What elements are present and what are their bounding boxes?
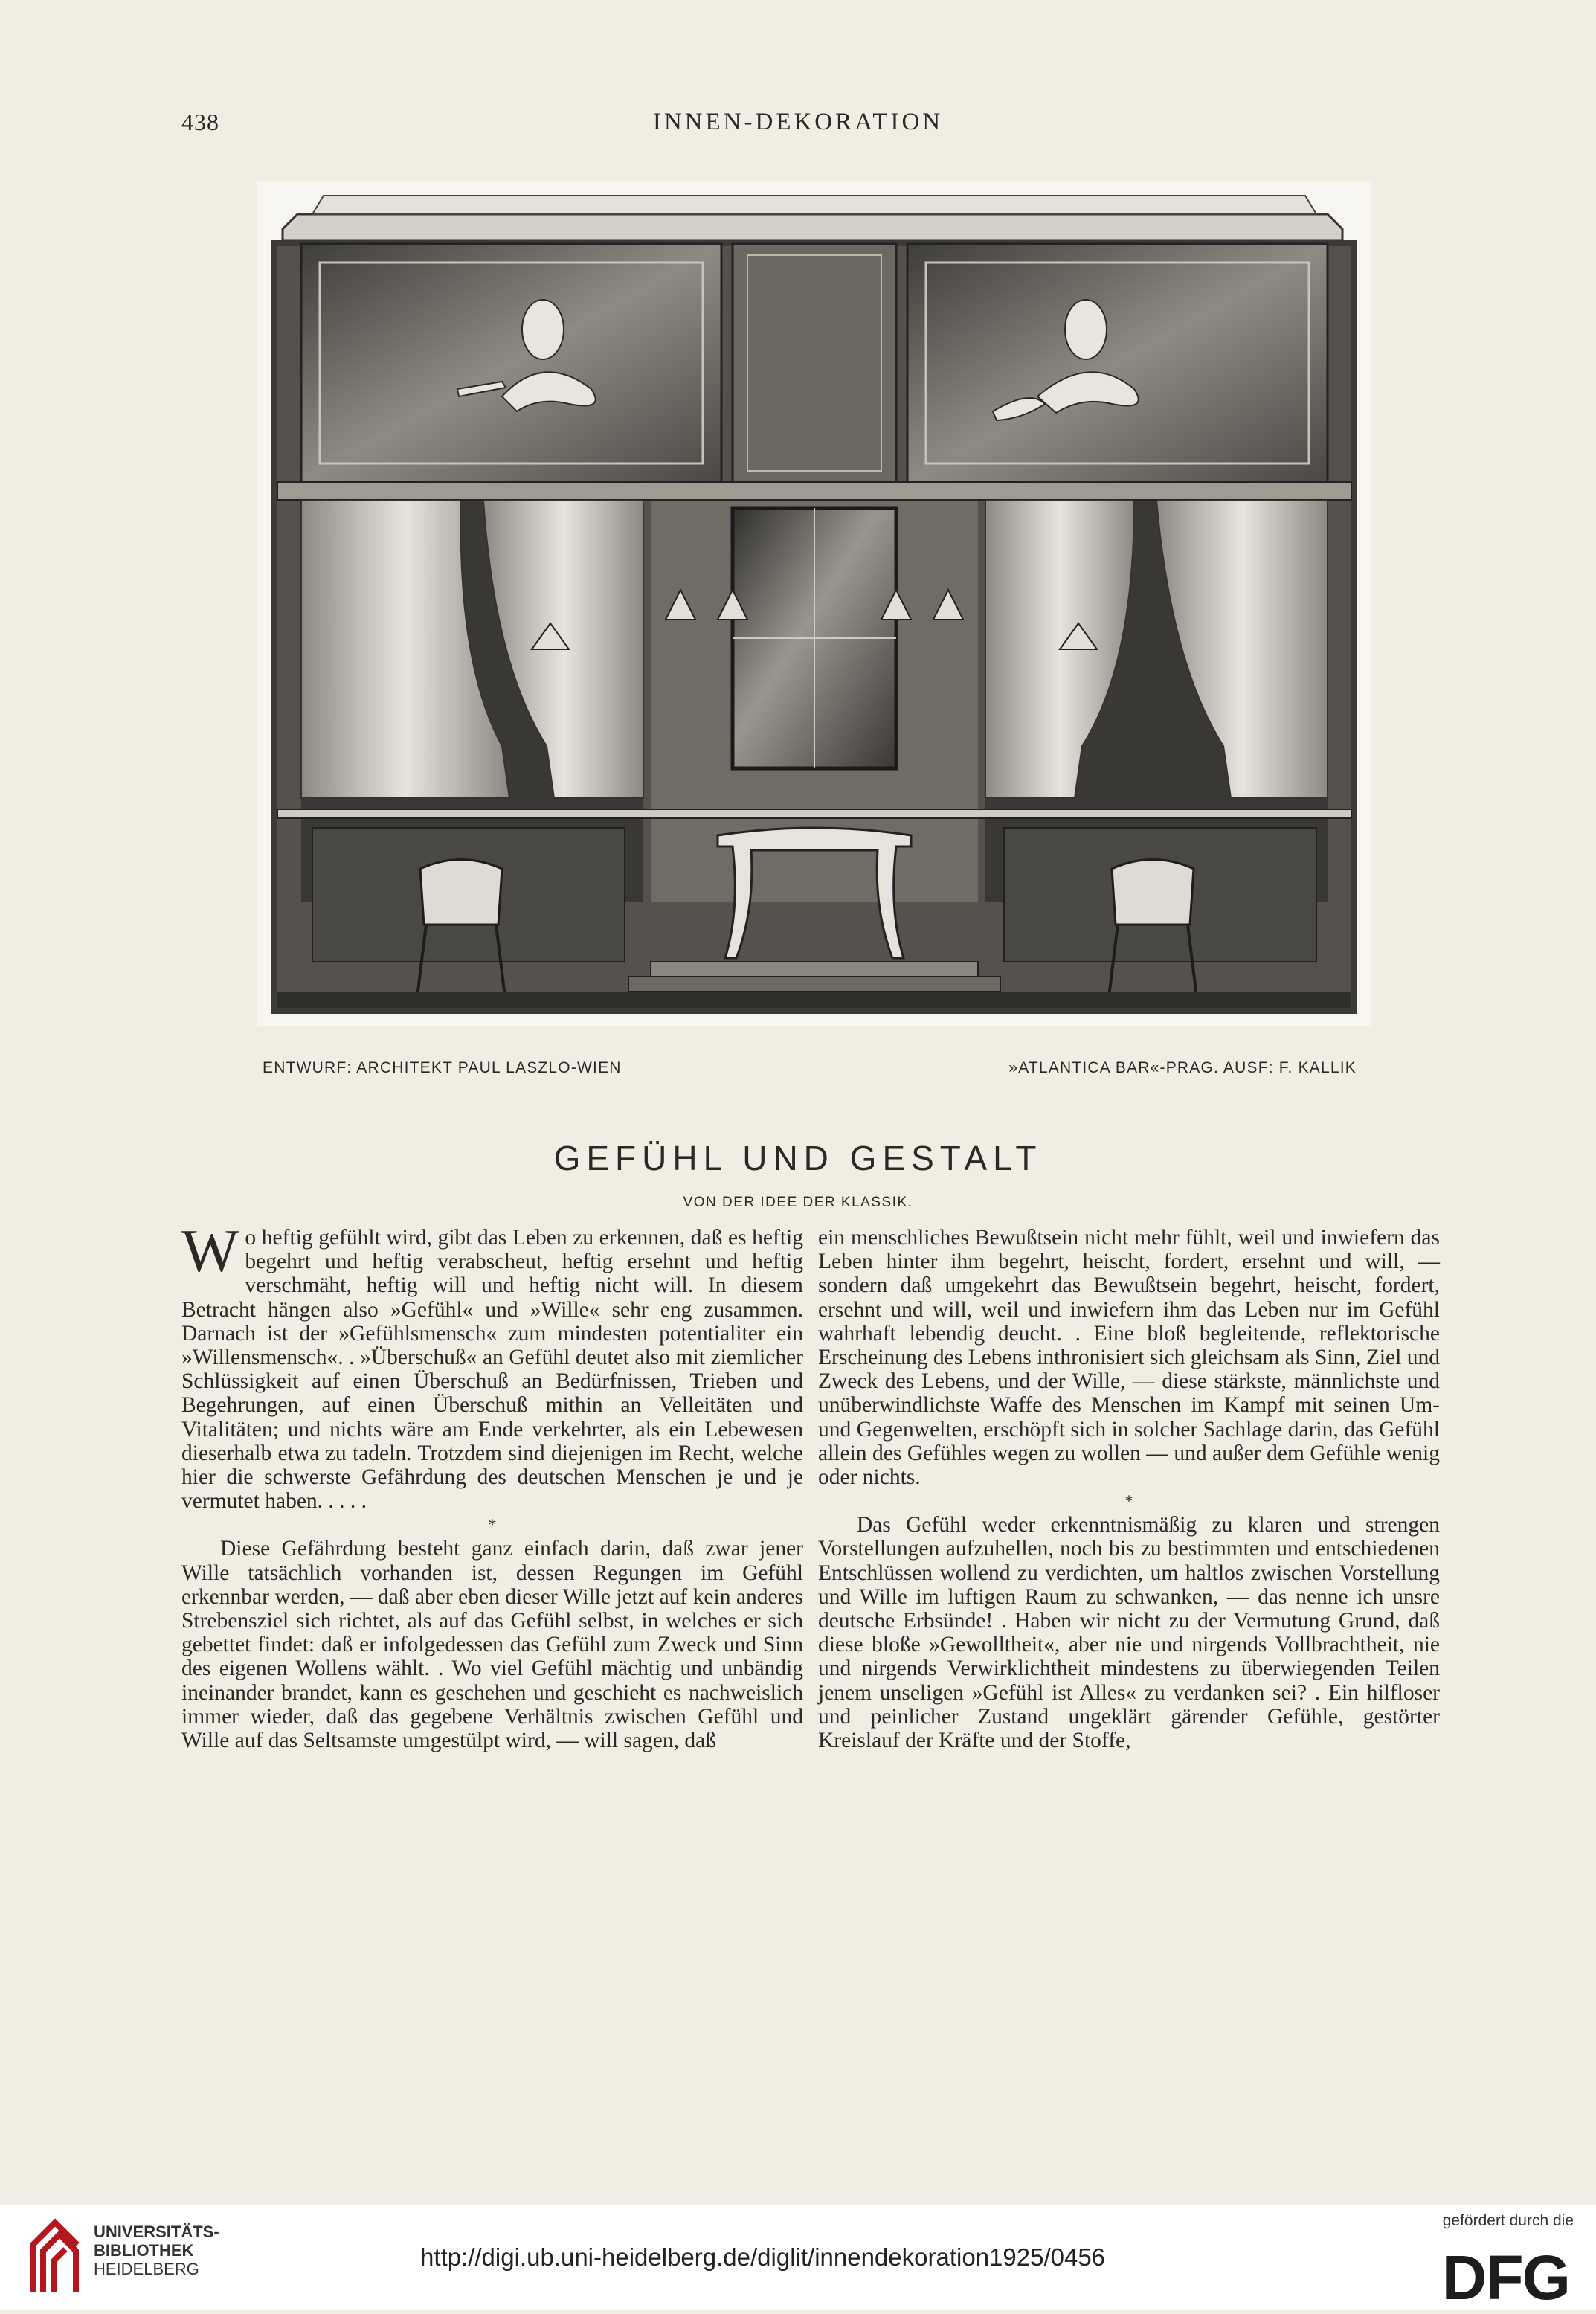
funder-text: gefördert durch die [1442,2212,1574,2229]
section-star: * [488,1515,497,1534]
paragraph [181,1217,803,1514]
running-title: INNEN-DEKORATION [652,109,944,135]
library-name-line: HEIDELBERG [94,2260,199,2278]
paragraph: Das Gefühl weder erkenntnismäßig zu klaren und strengen Vorstellungen aufzuhellen, noch bis zu bestimmten und entschiedenen Entschlüssen wollend zu verdichten, um haltlos zwischen Vorstellung und Wille im luftigen Raum zu schwanken, — das nenne ich unsre deutsche Erbsünde! . Haben wir nicht zu der Vermutung Grund, daß diese bloße »Gewolltheit«, aber nie und nirgends Vollbrachtheit, nie und nirgends Verwirklichtheit mindestens zu überwiegenden Teilen jenem unseligen »Gefühl ist Alles« zu verdanken sei? . Ein hilfloser und peinlicher Zustand ungeklärt gärender Gefühle, gestörter Kreislauf der Kräfte und der Stoffe, [818,1513,1440,1753]
page-number: 438 [181,109,219,135]
library-name-line: BIBLIOTHEK [94,2241,194,2260]
dfg-logo-icon: DFG [1441,2243,1569,2313]
paragraph-text: o heftig gefühlt wird, gibt das Leben zu erkennen, daß es heftig begehrt und heftig verabscheut, heftig ersehnt und heftig verschmäht, heftig will und heftig nicht will. In diesem Betracht hängen also »Gefühl« und »Wille« sehr eng zusammen. Darnach ist der »Gefühlsmensch« zum mindesten potentialiter ein »Willensmensch«. . »Überschuß« an Gefühl deutet also mit ziemlicher Schlüssigkeit auf einen Überschuß an Bedürfnissen, Trieben und Begehrungen, auf einen Überschuß mithin an Velleitäten und Vitalitäten; und nichts wäre am Ende verkehrter, als ein Lebewesen dieserhalb etwa zu tadeln. Trotzdem sind diejenigen im Recht, welche hier die schwerste Gefährdung des deutschen Menschen je und je vermutet haben. . . . . [181,1226,803,1514]
drop-cap: W [181,1217,239,1285]
library-name-line: UNIVERSITÄTS- [94,2223,219,2241]
text-column-right [818,1226,1440,1752]
library-name [94,2223,219,2278]
source-url-link[interactable]: http://digi.ub.uni-heidelberg.de/diglit/innendekoration1925/0456 [420,2243,1106,2271]
figure-caption-right: »ATLANTICA BAR«-PRAG. AUSF: F. KALLIK [1008,1059,1357,1076]
section-star: * [1124,1491,1133,1511]
article-title: GEFÜHL UND GESTALT [553,1139,1043,1177]
footer-bar [0,2205,1596,2313]
paragraph: Diese Gefährdung besteht ganz einfach darin, daß zwar jener Wille tatsächlich vorhanden ist, dessen Regungen im Gefühl erkennbar werden, — daß aber eben dieser Wille jetzt auf kein anderes Strebensziel sich richtet, als auf das Gefühl selbst, in welches er sich gebettet findet: daß er infolgedessen das Gefühl zum Zweck und Sinn des eigenen Wollens wählt. . Wo viel Gefühl mächtig und unbändig ineinander brandet, kann es geschehen und geschieht es nachweislich immer wieder, daß das gegebene Verhältnis zwischen Gefühl und Wille auf das Seltsamste umgestülpt wird, — will sagen, daß [181,1537,803,1753]
article-subtitle: VON DER IDEE DER KLASSIK. [683,1195,913,1210]
university-library-logo-icon [27,2215,83,2298]
page-header [0,109,1596,153]
bar-design-illustration [257,181,1371,1026]
figure-caption-left: ENTWURF: ARCHITEKT PAUL LASZLO-WIEN [263,1059,622,1076]
text-column-left [181,1217,803,1753]
paragraph: ein menschliches Bewußtsein nicht mehr fühlt, weil und inwiefern das Leben hinter ihm begehrt, heischt, fordert, ersehnt und will, — sondern daß umgekehrt das Bewußtsein begehrt, heischt, fordert, ersehnt und will, weil und inwiefern ihm das Leben nur im Gefühl wahrhaft lebendig deucht. . Eine bloß begleitende, reflektorische Erscheinung des Lebens inthronisiert sich gleichsam als Sinn, Ziel und Zweck des Lebens, und der Wille, — diese stärkste, männlichste und unüberwindlichste Waffe des Menschen im Kampf mit seinen Um- und Gegenwelten, erschöpft sich in solcher Sachlage darin, das Gefühl allein des Gefühles wegen zu wollen — und außer dem Gefühle wenig oder nichts. [818,1226,1440,1490]
